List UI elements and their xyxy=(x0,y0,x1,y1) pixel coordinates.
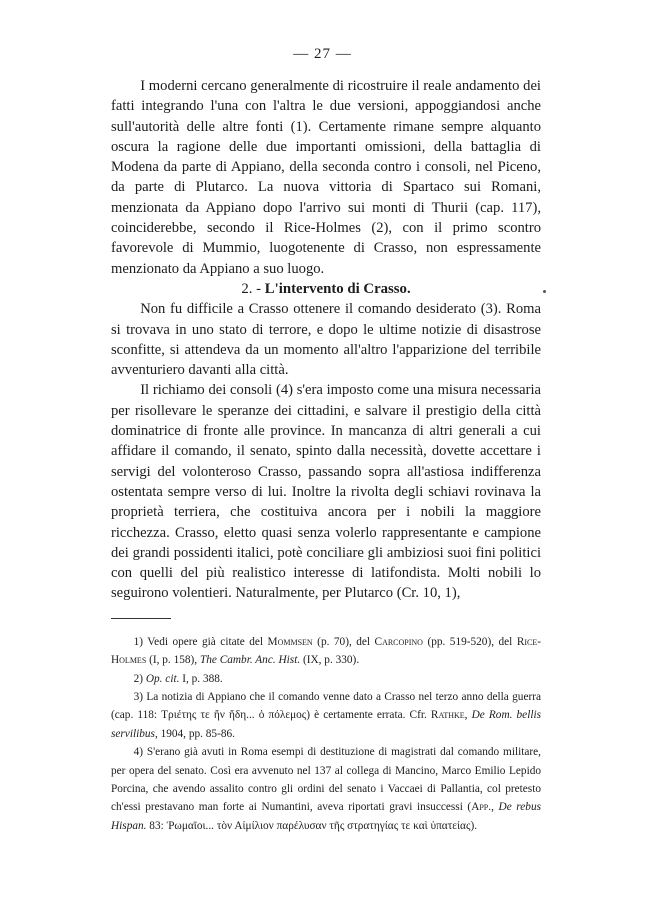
paragraph-1: Non fu difficile a Crasso ottenere il comando desiderato (3). Roma si trovava in uno stato di terrore, e dopo le ultime notizie di disastrose sconfitte, si attendeva da un momento all'altro l'apparizione del terribile avventuriero davanti alla città. xyxy=(111,301,541,379)
footnote-2: 2) Op. cit. I, p. 388. xyxy=(133,672,223,685)
footnote-divider xyxy=(111,618,171,619)
section-title: L'intervento di Crasso. xyxy=(264,280,411,297)
footnote-4: 4) S'erano già avuti in Roma esempi di destituzione di magistrati dal comando militare, per opera del senato. Così era avvenuto nel 137 al collega di Mancino, Marco Emilio Lepido Porcina, che avendo assalito contro gli ordini del senato i Vaccaei di Pallantia, col pretesto ch'essi prestavano man forte ai Numantini, aveva riportati gravi insuccessi (App., De rebus Hispan. 83: Ῥωμαῖοι... τὸν Αἰμίλιον παρέλυσαν τῆς στρατηγίας τε καὶ ὑπατείας). xyxy=(111,746,541,832)
footnote-3: 3) La notizia di Appiano che il comando venne dato a Crasso nel terzo anno della guerra (cap. 118: Τριέτης τε ἤν ἤδη... ὁ πόλεμος) è certamente errata. Cfr. Rathke, De Rom. bellis servilibus, 1904, pp. 85-86. xyxy=(111,690,542,740)
page-number: — 27 — xyxy=(293,46,352,62)
scan-speck xyxy=(543,290,546,293)
intro-paragraph: I moderni cercano generalmente di ricostruire il reale andamento dei fatti integrando l'una con l'altra le due versioni, appoggiandosi anche sull'autorità delle altre fonti (1). Certamente rimane sempre alquanto oscura la ragione delle due importanti omissioni, della battaglia di Modena da parte di Appiano, della seconda contro i consoli, nel Piceno, da parte di Plutarco. La nuova vittoria di Spartaco sui Romani, menzionata da Appiano dopo l'arrivo sui monti di Thurii (cap. 117), coinciderebbe, secondo il Rice-Holmes (2), con il primo scontro favorevole di Mummio, luogotenente di Crasso, non espressamente menzionato da Appiano a suo luogo. xyxy=(111,78,541,277)
paragraph-2: Il richiamo dei consoli (4) s'era imposto come una misura necessaria per risollevare le speranze dei cittadini, e salvare il prestigio della città dominatrice di fronte alle province. In mancanza di altri generali a cui affidare il comando, il senato, spinto dalla necessità, dovette accettare i servigi del volonteroso Crasso, passando sopra all'astiosa indifferenza ostentata sempre verso di lui. Inoltre la rivolta degli schiavi rovinava la proprietà terriera, che costituiva ancora per i nobili la maggiore ricchezza. Crasso, eletto quasi senza volerlo rappresentante e campione dei grandi possidenti italici, potè conciliare gli ambiziosi suoi fini politici con quelli del più realistico interesse di latifondista. Molti nobili lo seguirono volentieri. Naturalmente, per Plutarco (Cr. 10, 1), xyxy=(111,382,541,602)
section-number: 2. - xyxy=(241,280,262,297)
section-heading xyxy=(111,279,541,299)
footnotes xyxy=(111,633,541,835)
main-text xyxy=(111,76,541,835)
footnote-1: 1) Vedi opere già citate del Mommsen (p. 70), del Carcopino (pp. 519-520), del Rice-Holmes (I, p. 158), The Cambr. Anc. Hist. (IX, p. 330). xyxy=(111,635,541,667)
